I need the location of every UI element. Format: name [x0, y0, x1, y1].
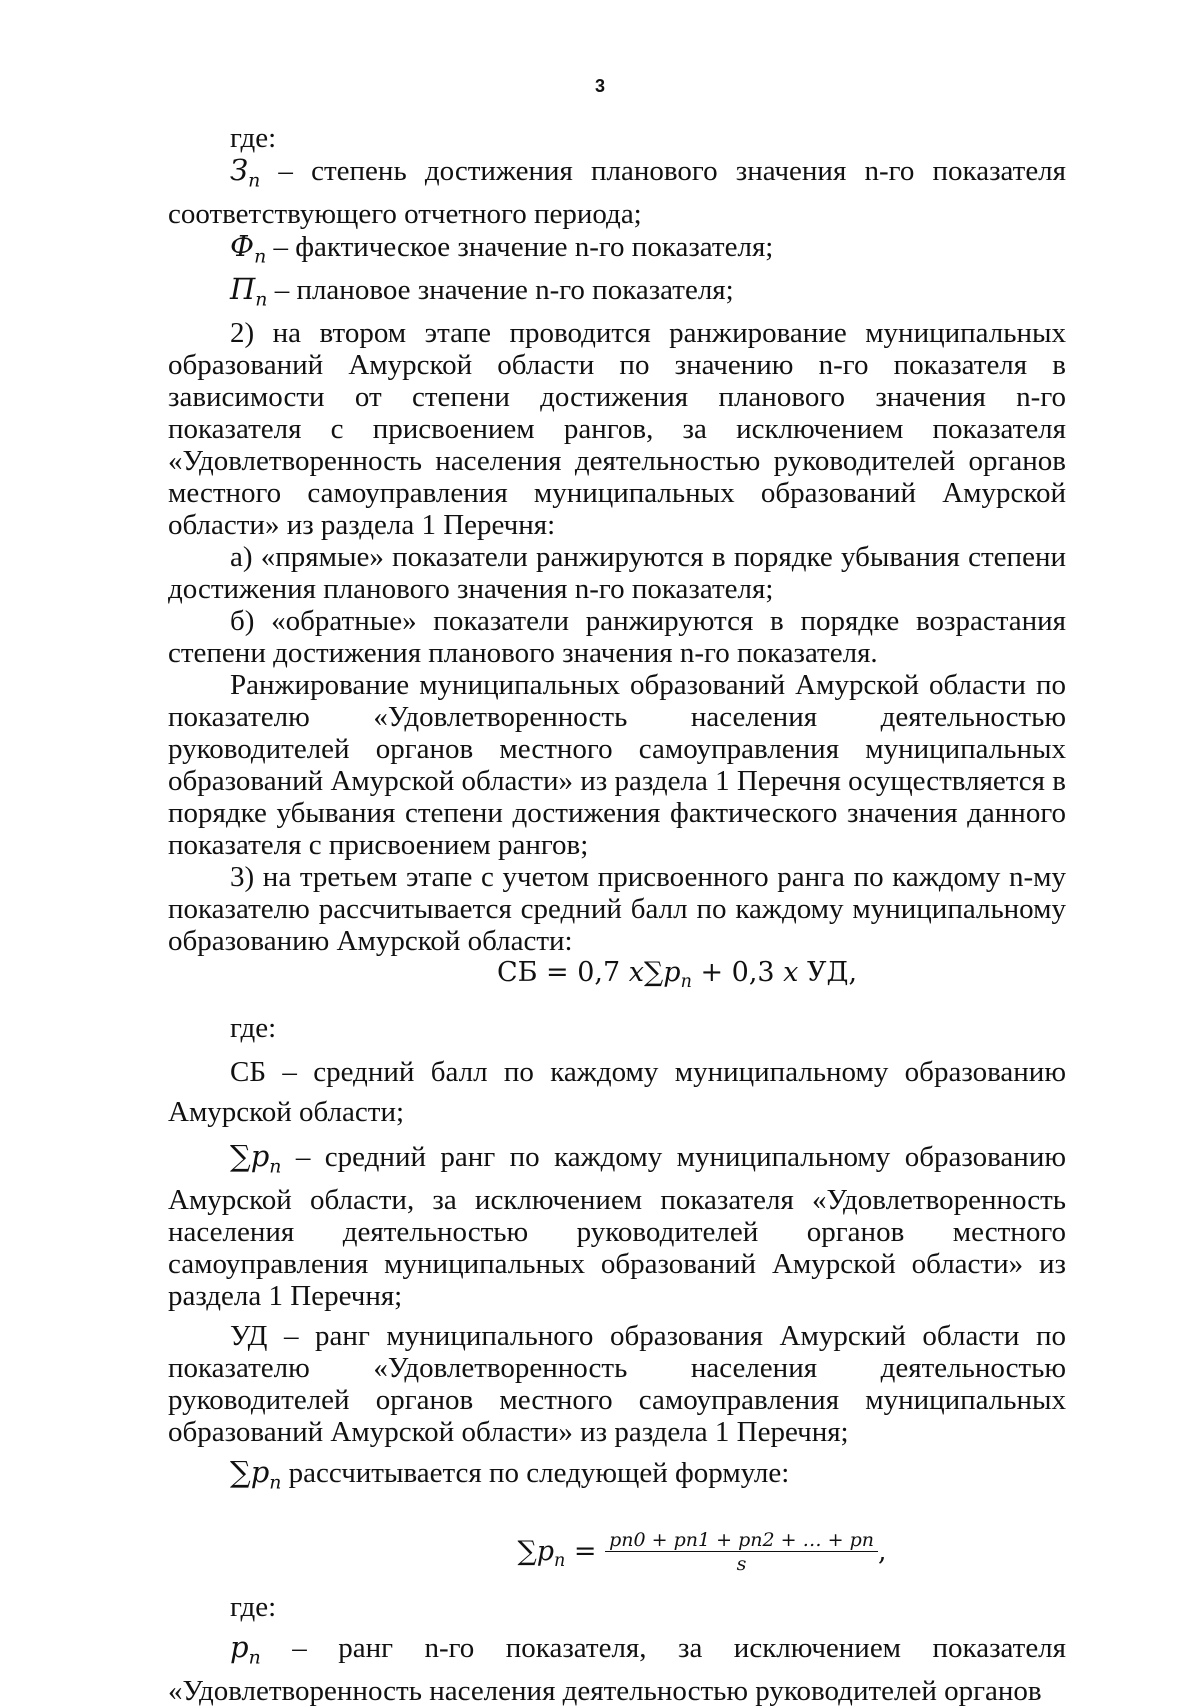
item-b-paragraph: б) «обратные» показатели ранжируются в порядке возрастания степени достижения планового значения n-го показателя. [168, 604, 1066, 669]
fraction [605, 1529, 878, 1576]
fraction-denominator: s [736, 1553, 747, 1576]
definition-ud: УД – ранг муниципального образования Амурский области по показателю «Удовлетворенность населения деятельностью руководителей органов местного самоуправления муниципальных образований Амурской области» из раздела 1 Перечня; [168, 1319, 1066, 1448]
definition-sum-pn: $\sum p_n$ – средний ранг по каждому муниципальному образованию Амурской области, за исключением показателя «Удовлетворенность населения деятельностью руководителей органов местного самоуправления муниципальных образований Амурской области» из раздела 1 Перечня; [168, 1138, 1066, 1312]
definition-z: $З_n$ – степень достижения планового значения n-го показателя соответствующего отчетного периода; [168, 153, 1066, 230]
item-a-paragraph: а) «прямые» показатели ранжируются в порядке убывания степени достижения планового значения n-го показателя; [168, 540, 1066, 605]
document-body [168, 122, 1066, 1707]
definition-p: $П_n$ – плановое значение n-го показателя; [230, 272, 734, 311]
formula-sum-pn: $\sum p_n$ = $\frac{pn0 + pn1 + pn2 + \dots + pn}{s}$ , [517, 1529, 887, 1576]
page-number: 3 [594, 76, 605, 96]
sum-calc-intro: $\sum p_n$ рассчитывается по следующей формуле: [230, 1454, 790, 1494]
fraction-numerator: pn0 + pn1 + pn2 + … + pn [605, 1529, 878, 1552]
definition-pn: $p_n$ – ранг n-го показателя, за исключением показателя «Удовлетворенность населения деятельностью руководителей органов [168, 1630, 1066, 1707]
step-two-paragraph: 2) на втором этапе проводится ранжирование муниципальных образований Амурской области по значению n-го показателя в зависимости от степени достижения планового значения n-го показателя с присвоением рангов, за исключением показателя «Удовлетворенность населения деятельностью руководителей органов местного самоуправления муниципальных образований Амурской области» из раздела 1 Перечня: [168, 316, 1066, 541]
where-label-1: где: [230, 122, 277, 154]
where-label-3: где: [230, 1591, 277, 1624]
definition-sb: СБ – средний балл по каждому муниципальному образованию Амурской области; [168, 1055, 1066, 1128]
formula-sb: СБ = 0,7 $x\sum p_n + 0,3$ x УД, [496, 956, 858, 992]
definition-f: $Ф_n$ – фактическое значение n-го показателя; [230, 228, 774, 268]
where-label-2: где: [230, 1011, 277, 1044]
step-three-paragraph: 3) на третьем этапе с учетом присвоенного ранга по каждому n-му показателю рассчитывается средний балл по каждому муниципальному образованию Амурской области: [168, 860, 1066, 957]
ranking-paragraph: Ранжирование муниципальных образований Амурской области по показателю «Удовлетворенность населения деятельностью руководителей органов местного самоуправления муниципальных образований Амурской области» из раздела 1 Перечня осуществляется в порядке убывания степени достижения фактического значения данного показателя с присвоением рангов; [168, 668, 1066, 861]
